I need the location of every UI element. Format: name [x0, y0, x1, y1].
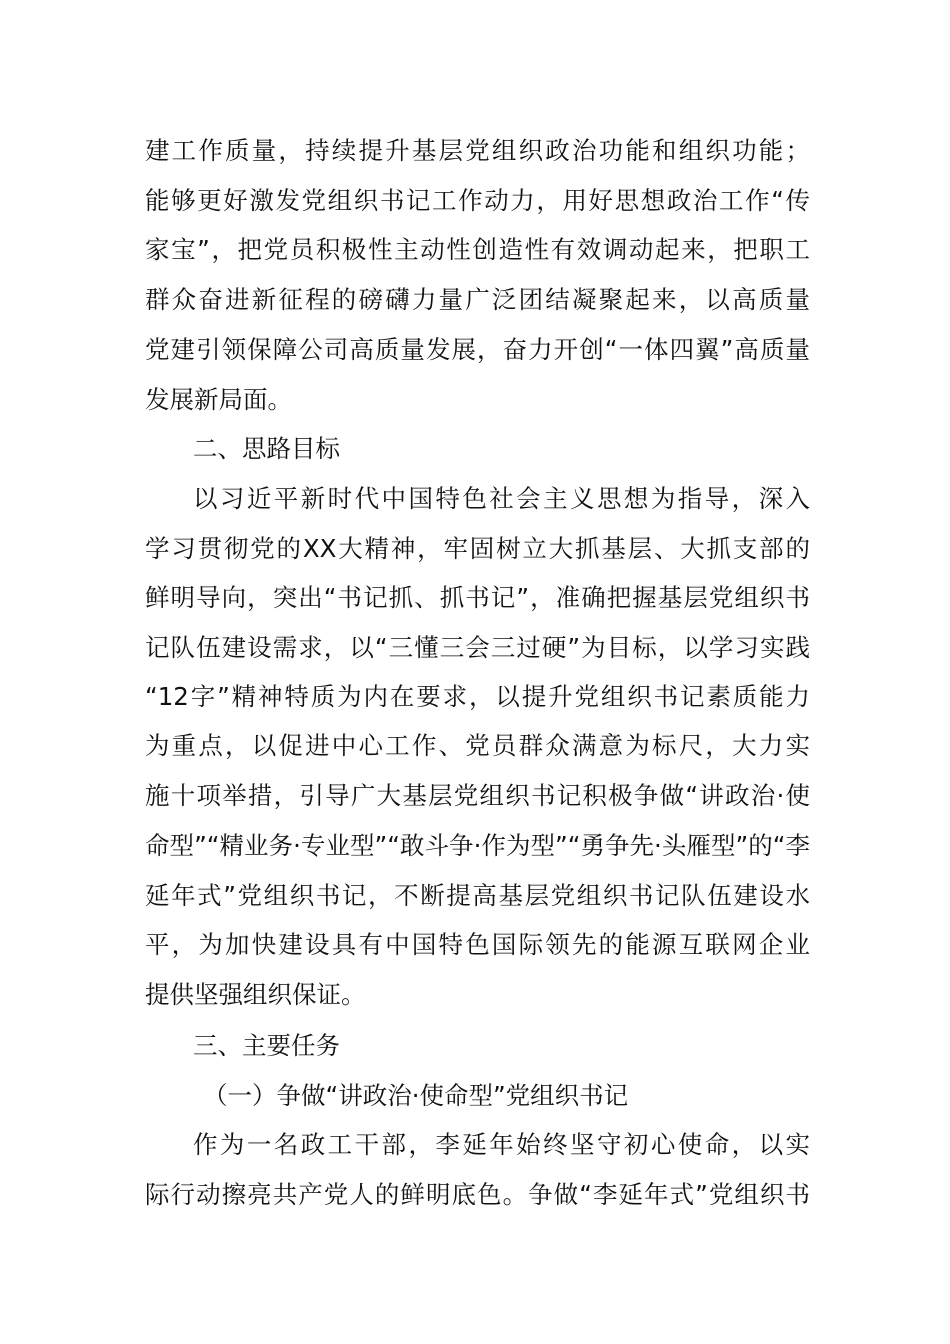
- body-text-line: “12字”精神特质为内在要求，以提升党组织书记素质能力: [145, 682, 810, 711]
- body-text-line: 命型”“精业务·专业型”“敢斗争·作为型”“勇争先·头雁型”的“李: [145, 831, 810, 860]
- subsection-heading: （一）争做“讲政治·使命型”党组织书记: [203, 1081, 629, 1110]
- body-text-line: 平，为加快建设具有中国特色国际领先的能源互联网企业: [145, 930, 810, 959]
- body-text-line: 以习近平新时代中国特色社会主义思想为指导，深入: [193, 484, 810, 513]
- body-text-line: 学习贯彻党的XX大精神，牢固树立大抓基层、大抓支部的: [145, 534, 810, 563]
- body-text-line: 为重点，以促进中心工作、党员群众满意为标尺，大力实: [145, 731, 810, 760]
- body-text-line: 党建引领保障公司高质量发展，奋力开创“一体四翼”高质量: [145, 335, 810, 364]
- body-text-line: 施十项举措，引导广大基层党组织书记积极争做“讲政治·使: [145, 781, 810, 810]
- body-text-line: 提供坚强组织保证。: [145, 980, 366, 1009]
- body-text-line: 建工作质量，持续提升基层党组织政治功能和组织功能；: [145, 136, 810, 165]
- body-text-line: 能够更好激发党组织书记工作动力，用好思想政治工作“传: [145, 186, 810, 215]
- body-text-line: 家宝”，把党员积极性主动性创造性有效调动起来，把职工: [145, 235, 810, 264]
- body-text-line: 发展新局面。: [145, 385, 292, 414]
- body-text-line: 作为一名政工干部，李延年始终坚守初心使命，以实: [193, 1130, 810, 1159]
- section-heading-main-tasks: 三、主要任务: [193, 1031, 340, 1060]
- body-text-line: 记队伍建设需求，以“三懂三会三过硬”为目标，以学习实践: [145, 633, 810, 662]
- body-text-line: 群众奋进新征程的磅礴力量广泛团结凝聚起来，以高质量: [145, 285, 810, 314]
- body-text-line: 际行动擦亮共产党人的鲜明底色。争做“李延年式”党组织书: [145, 1180, 810, 1209]
- body-text-line: 鲜明导向，突出“书记抓、抓书记”，准确把握基层党组织书: [145, 583, 810, 612]
- section-heading-ideas-goals: 二、思路目标: [193, 434, 340, 463]
- body-text-line: 延年式”党组织书记，不断提高基层党组织书记队伍建设水: [145, 881, 810, 910]
